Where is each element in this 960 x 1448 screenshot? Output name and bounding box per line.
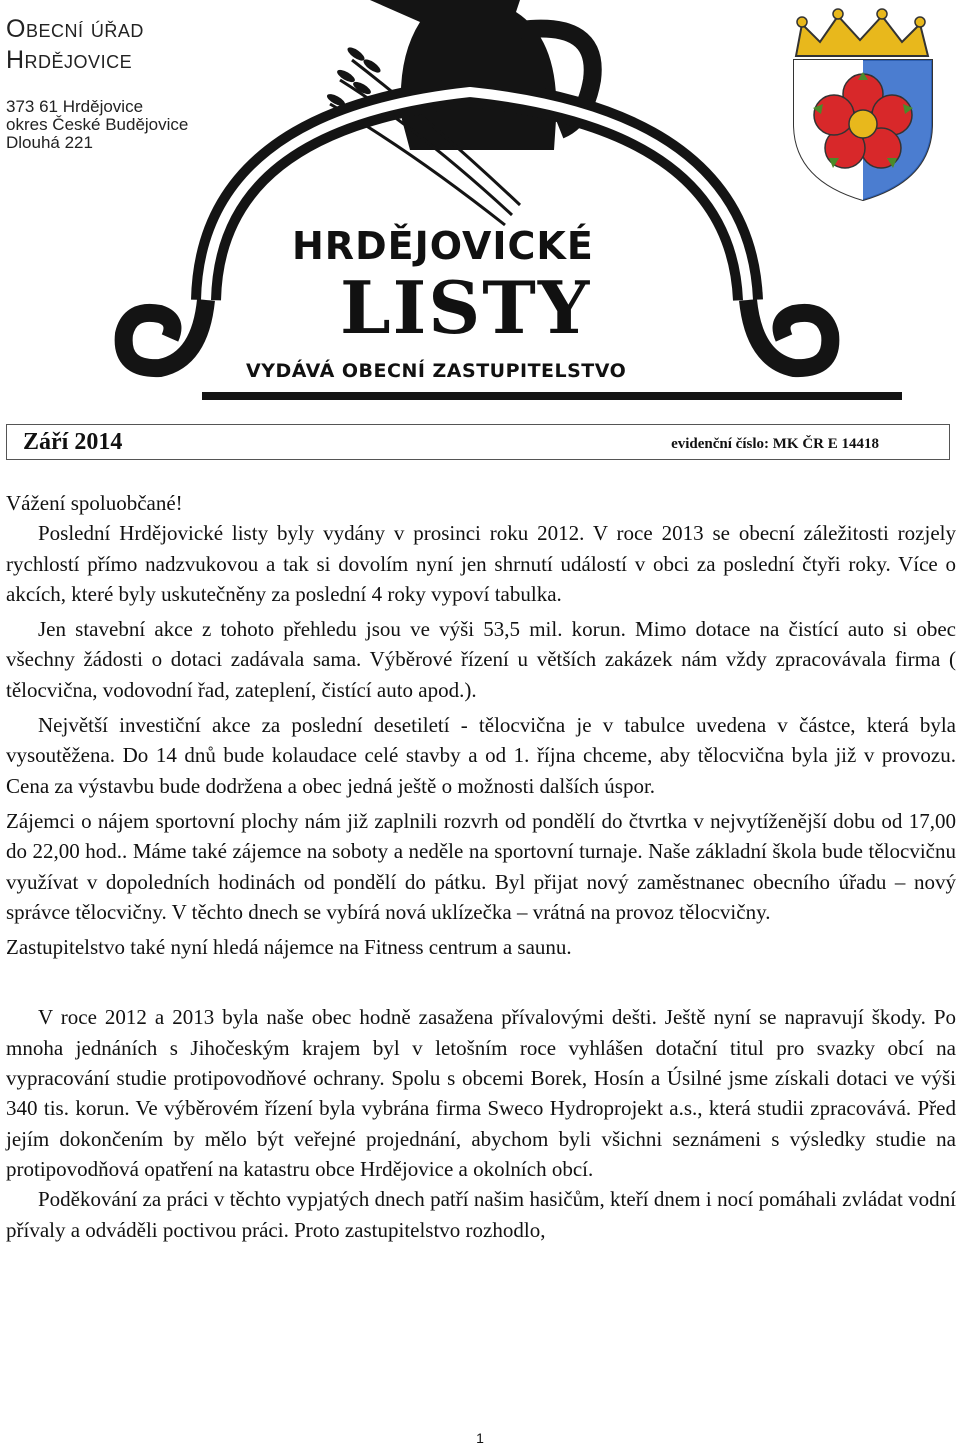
- issue-date: Září 2014: [23, 428, 123, 455]
- right-scroll-ornament: [748, 300, 830, 368]
- paragraph-4: Zájemci o nájem sportovní plochy nám již zaplnili rozvrh od pondělí do čtvrtka v nejvytíženější dobu od 17,00 do 22,00 hod.. Máme také zájemce na soboty a neděle na sportovní turnaje. Naše základní škola bude tělocvičnu využívat v dopoledních hodinách od pondělí do pátku. Byl přijat nový zaměstnanec obecního úřadu – nový správce tělocvičny. V těchto dnech se vybírá nová uklízečka – vrátná na provoz tělocvičny.: [6, 808, 956, 924]
- masthead-base-rule: [202, 392, 902, 400]
- issue-bar: [6, 424, 950, 460]
- paragraph-7: Poděkování za práci v těchto vypjatých dnech patří našim hasičům, kteří dnem i nocí pomáhali zvládat vodní přívaly a odváděli poctivou práci. Proto zastupitelstvo rozhodlo,: [6, 1187, 956, 1242]
- newsletter-title-main: LISTY: [340, 265, 592, 350]
- paragraph-3: Největší investiční akce za poslední desetiletí - tělocvična je v tabulce uvedena v částce, která byla vysoutěžena. Do 14 dnů bude kolaudace celé stavby a od 1. října chceme, aby tělocvična byla již v provozu. Cena za výstavbu bude dodržena a obec jedná ještě o možnosti dalších úspor.: [6, 713, 956, 798]
- left-scroll-ornament: [124, 300, 206, 368]
- office-address: [6, 98, 188, 152]
- paragraph-6: V roce 2012 a 2013 byla naše obec hodně zasažena přívalovými dešti. Ještě nyní se napravují škody. Po mnoha jednáních s Jihočeským krajem byl v letošním roce vyhlášen dotační titul pro svazky obcí na vypracování studie protipovodňové ochrany. Spolu s obcemi Borek, Hosín a Úsilné jsme získali dotaci ve výši 340 tis. korun. Ve výběrovém řízení byla vybrána firma Sweco Hydroprojekt a.s., která studii zpracovává. Před jejím dokončením by mělo být veřejné projednání, abychom byli všichni seznámeni s výsledky studie na protipovodňová opatření na katastru obce Hrdějovice a okolních obcí.: [6, 1005, 956, 1181]
- article-body: [6, 488, 956, 1245]
- office-name: [6, 14, 188, 76]
- office-name-line2: Hrdějovice: [6, 46, 133, 74]
- paragraph-5: Zastupitelstvo také nyní hledá nájemce na Fitness centrum a saunu.: [6, 935, 572, 960]
- address-line2: okres České Budějovice: [6, 115, 189, 134]
- office-name-line1: Obecní úřad: [6, 15, 144, 43]
- page-number: 1: [476, 1430, 484, 1446]
- greeting: Vážení spoluobčané!: [6, 491, 183, 515]
- office-info: [6, 14, 188, 152]
- newsletter-title-top: HRDĚJOVICKÉ: [292, 224, 594, 268]
- paragraph-1: Poslední Hrdějovické listy byly vydány v prosinci roku 2012. V roce 2013 se obecní záležitosti rozjely rychlostí přímo nadzvukovou a tak si dovolím nyní jen shrnutí událostí v obci za poslední čtyři roky. Více o akcích, které byly uskutečněny za poslední 4 roky vypoví tabulka.: [6, 521, 956, 606]
- address-line3: Dlouhá 221: [6, 133, 93, 152]
- masthead: [0, 0, 960, 410]
- paragraph-2: Jen stavební akce z tohoto přehledu jsou ve výši 53,5 mil. korun. Mimo dotace na čistící auto si obec všechny žádosti o dotaci zadávala sama. Výběrové řízení u větších zakázek nám vždy zpracovávala firma ( tělocvična, vodovodní řad, zateplení, čistící auto apod.).: [6, 617, 956, 702]
- coat-of-arms-icon: [778, 4, 948, 204]
- registration-number: evidenční číslo: MK ČR E 14418: [671, 435, 879, 452]
- address-line1: 373 61 Hrdějovice: [6, 97, 144, 116]
- newsletter-subtitle: VYDÁVÁ OBECNÍ ZASTUPITELSTVO: [246, 360, 627, 382]
